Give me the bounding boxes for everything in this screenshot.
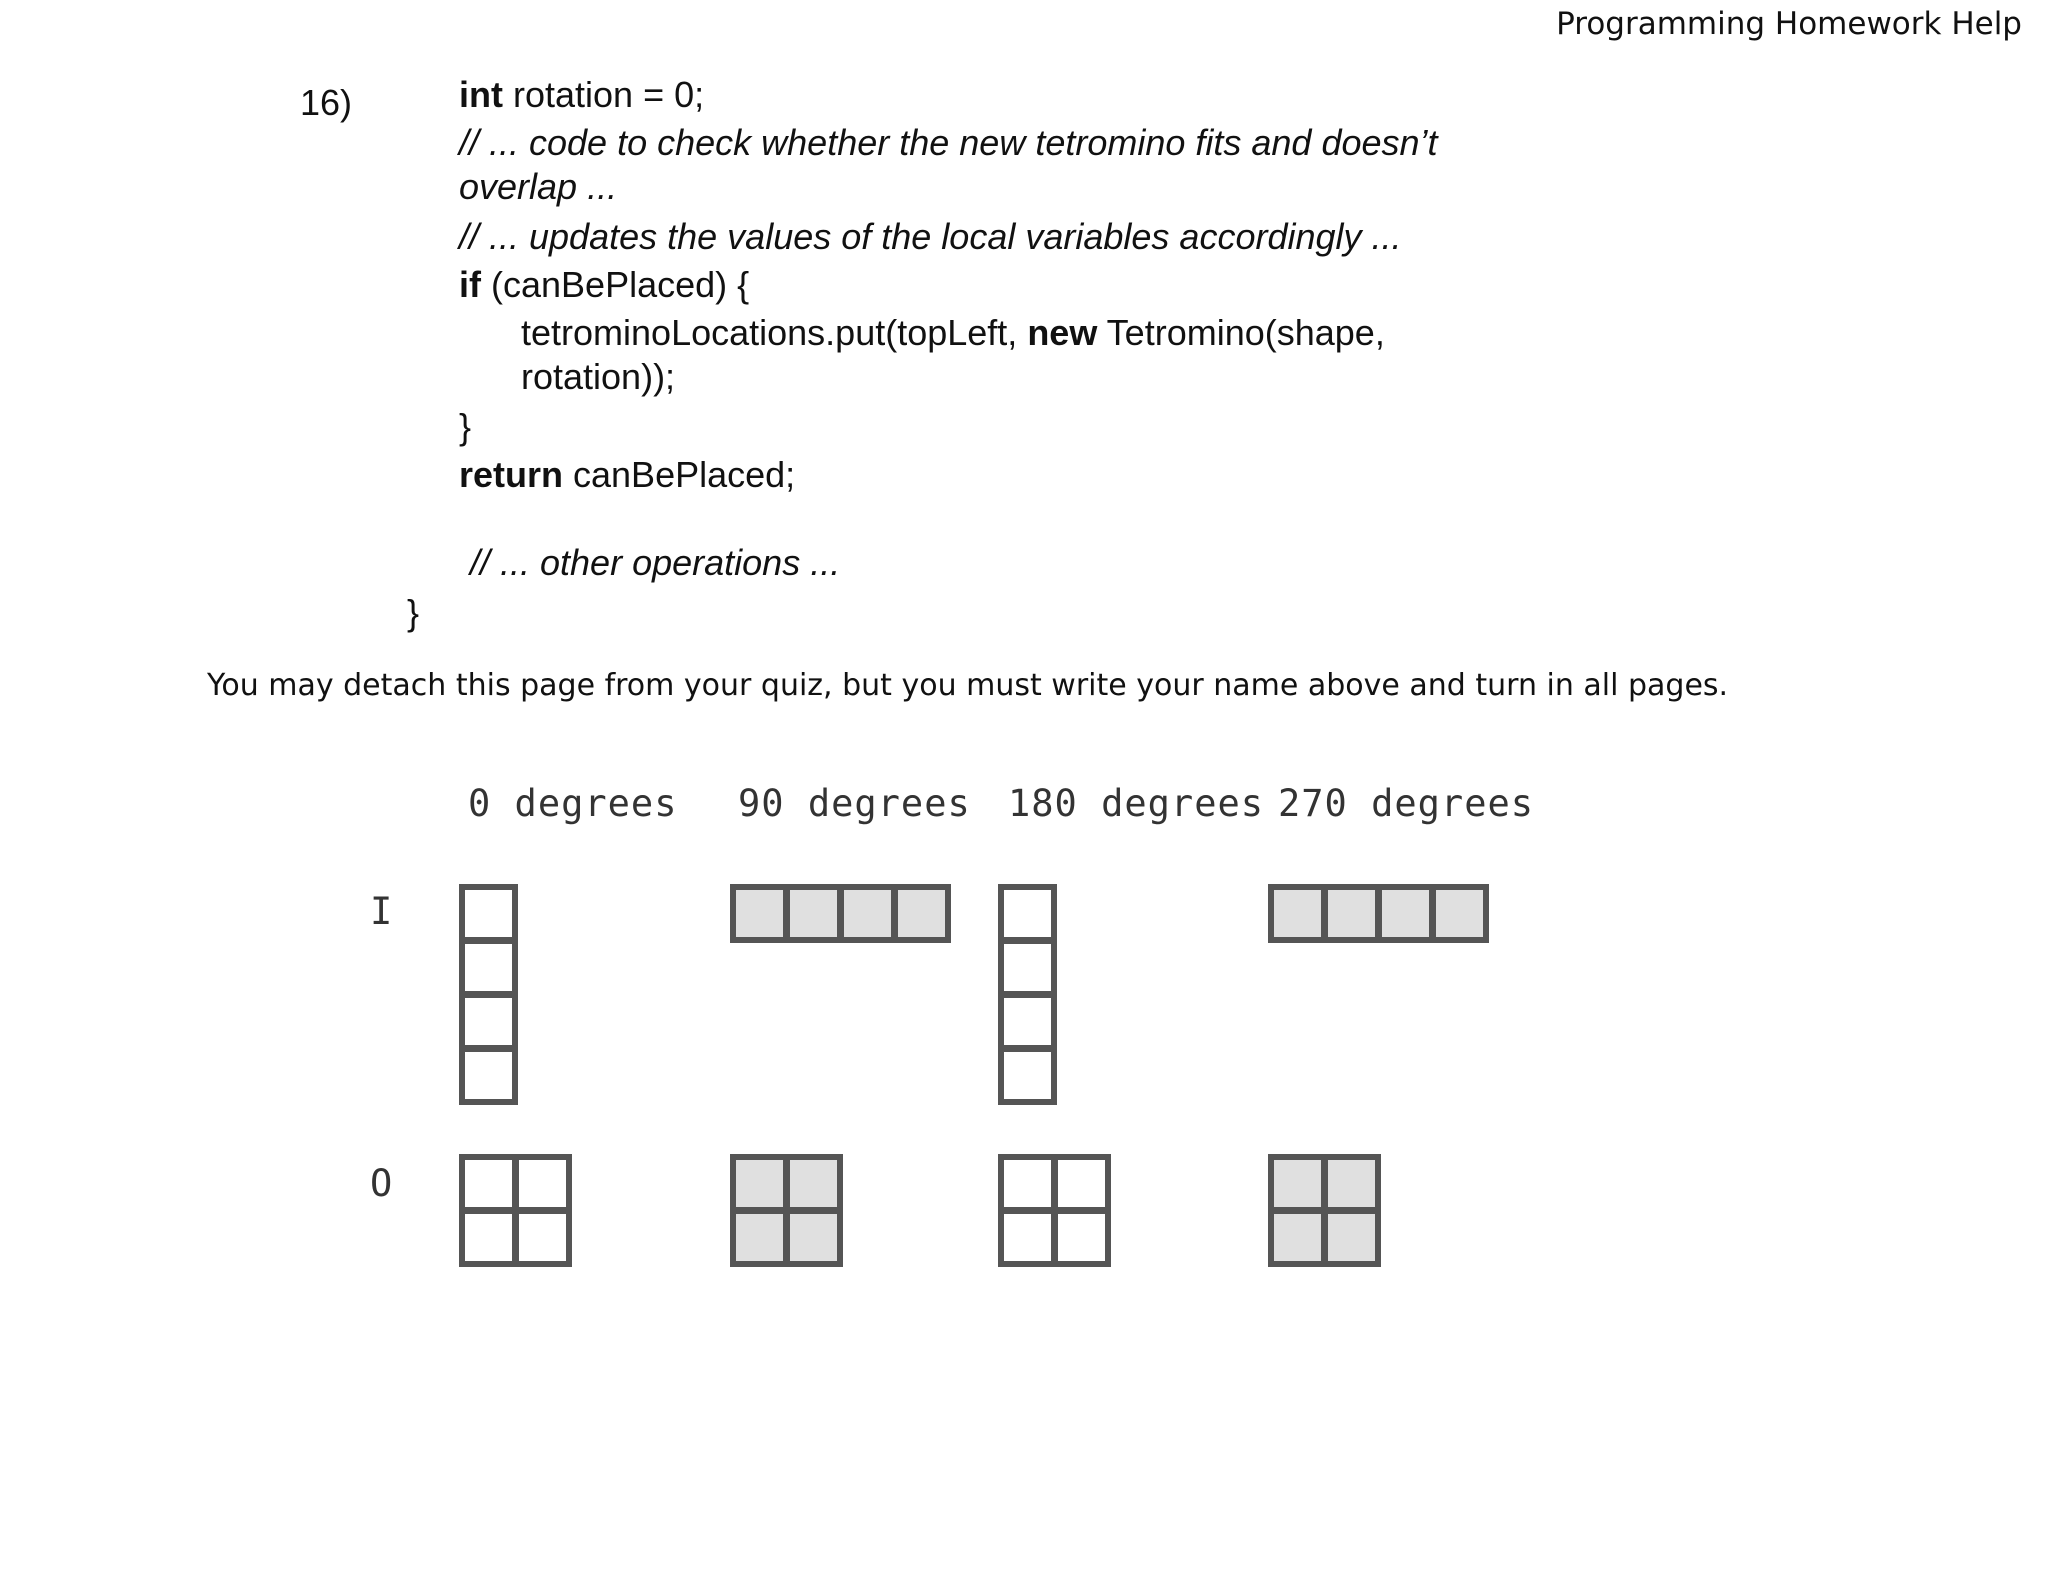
rotation-label-270: 270 degrees [1278,782,1535,825]
code-line-8: } [459,406,472,447]
code-line-1: int rotation = 0; [459,74,705,115]
rotation-label-0: 0 degrees [468,782,678,825]
code-line-3: overlap ... [459,166,618,207]
page-header: Programming Homework Help [1556,6,2022,42]
row-label-o: O [370,1162,393,1205]
code-line-9: return canBePlaced; [459,454,796,495]
question-number: 16) [300,82,353,123]
row-label-i: I [370,890,393,933]
code-line-2: // ... code to check whether the new tetromino fits and doesn’t [459,122,1438,163]
code-line-7: rotation)); [521,356,676,397]
rotation-label-90: 90 degrees [738,782,971,825]
code-line-4: // ... updates the values of the local variables accordingly ... [459,216,1402,257]
code-line-6: tetrominoLocations.put(topLeft, new Tetromino(shape, [521,312,1385,353]
code-line-10: // ... other operations ... [470,542,841,583]
detach-note: You may detach this page from your quiz, but you must write your name above and turn in all pages. [207,668,1729,703]
code-line-5: if (canBePlaced) { [459,264,750,305]
rotation-label-180: 180 degrees [1008,782,1265,825]
code-line-11: } [407,592,420,633]
